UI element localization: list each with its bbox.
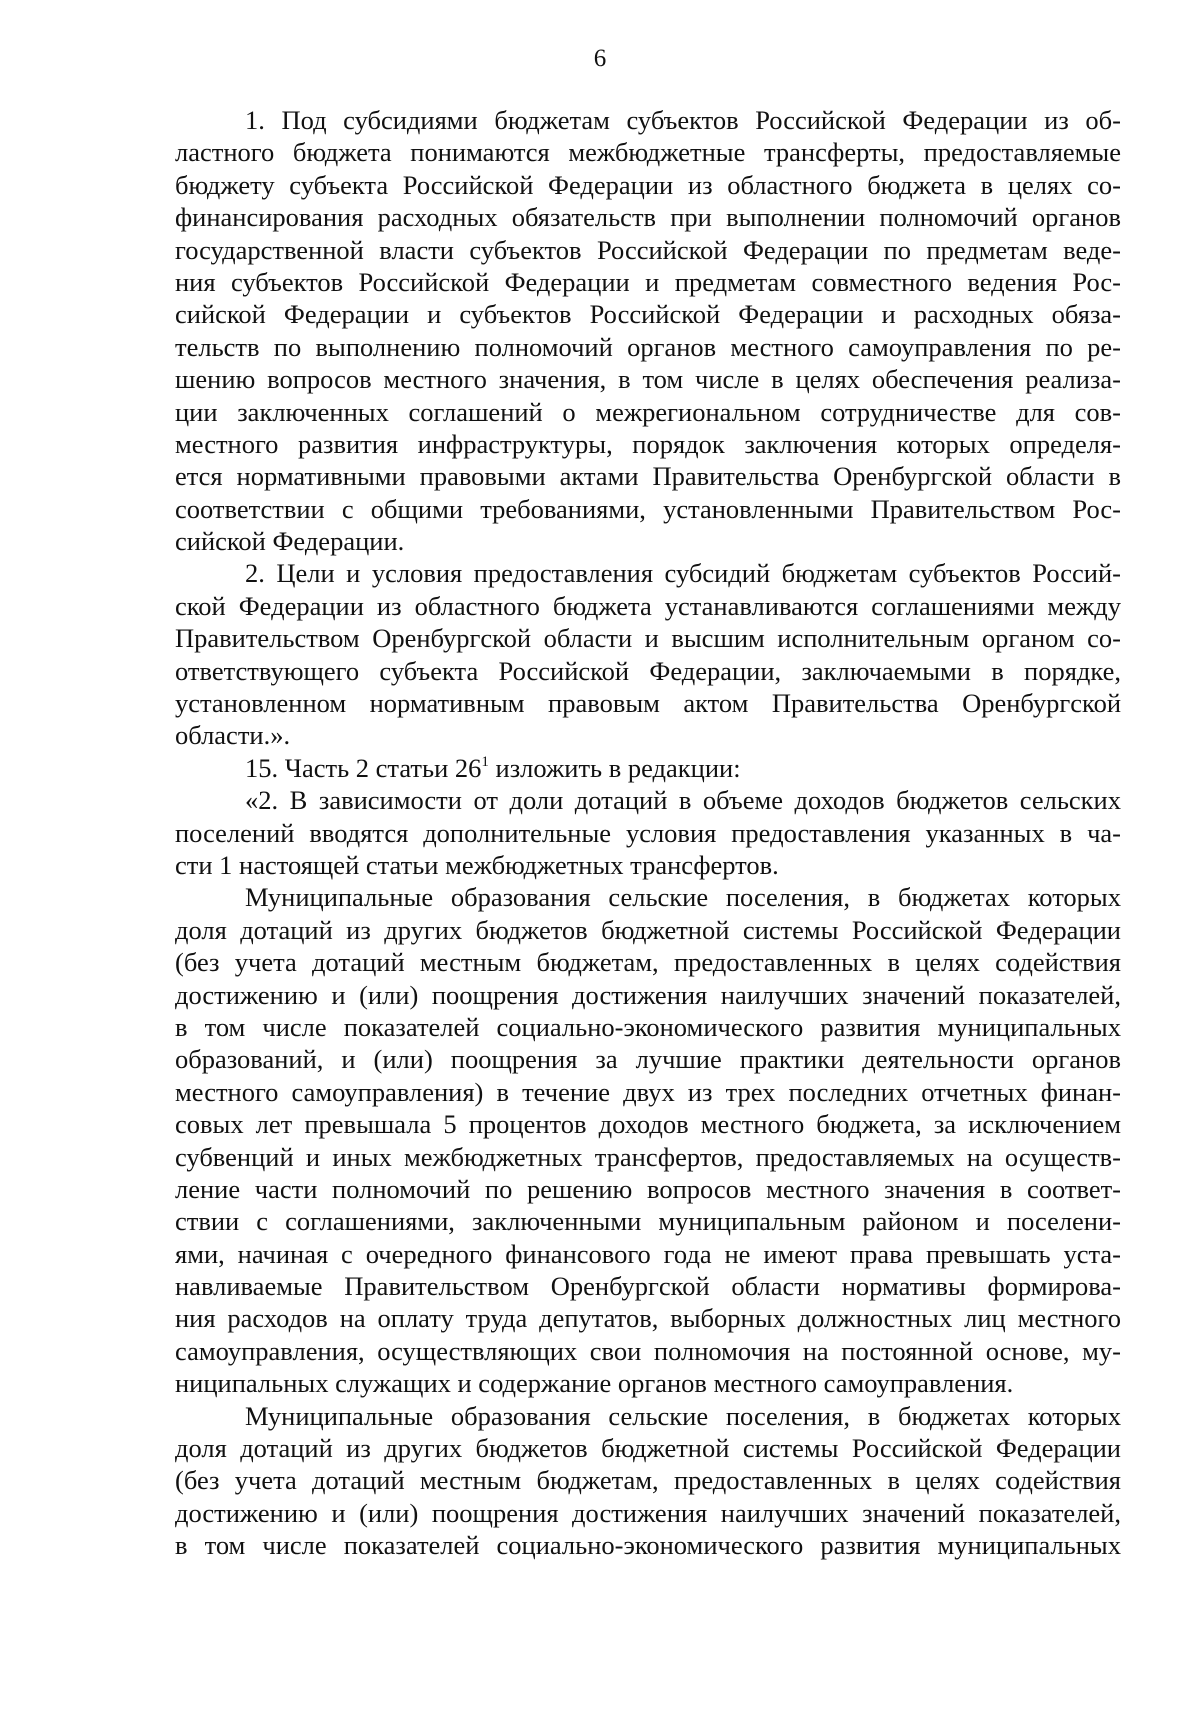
text-line — [175, 1205, 1121, 1237]
line-text: ется нормативными правовыми актами Правительства Оренбургской области в — [175, 461, 1121, 492]
text-line — [175, 104, 1121, 136]
line-text: местного развития инфраструктуры, порядок заключения которых определя- — [175, 428, 1121, 459]
text-line — [175, 1108, 1121, 1140]
line-text: шению вопросов местного значения, в том числе в целях обеспечения реализа- — [175, 364, 1121, 395]
line-text: сийской Федерации. — [175, 526, 405, 557]
superscript: 1 — [481, 753, 489, 770]
text-line — [175, 201, 1121, 233]
text-line — [175, 1141, 1121, 1173]
text-line — [175, 428, 1121, 460]
text-line — [175, 914, 1121, 946]
line-text: сийской Федерации и субъектов Российской Федерации и расходных обяза- — [175, 299, 1121, 330]
text-line — [175, 493, 1121, 525]
line-text: ластного бюджета понимаются межбюджетные трансферты, предоставляемые — [175, 137, 1121, 168]
line-text: сти 1 настоящей статьи межбюджетных трансфертов. — [175, 849, 779, 880]
text-line — [175, 817, 1121, 849]
text-line — [175, 136, 1121, 168]
line-text: ление части полномочий по решению вопросов местного значения в соответ- — [175, 1173, 1121, 1204]
line-text: ответствующего субъекта Российской Федерации, заключаемыми в порядке, — [175, 655, 1121, 686]
line-text: соответствии с общими требованиями, установленными Правительством Рос- — [175, 493, 1121, 524]
text-line — [175, 298, 1121, 330]
text-line — [175, 979, 1121, 1011]
line-text: Муниципальные образования сельские поселения, в бюджетах которых — [245, 1400, 1121, 1431]
line-text: (без учета дотаций местным бюджетам, предоставленных в целях содействия — [175, 947, 1121, 978]
line-text: (без учета дотаций местным бюджетам, предоставленных в целях содействия — [175, 1465, 1121, 1496]
line-text: достижению и (или) поощрения достижения наилучших значений показателей, — [175, 979, 1121, 1010]
text-line — [175, 655, 1121, 687]
text-line — [175, 1270, 1121, 1302]
text-line — [175, 946, 1121, 978]
line-text: 15. Часть 2 статьи 26 — [245, 752, 482, 783]
line-text: государственной власти субъектов Российской Федерации по предметам веде- — [175, 234, 1121, 265]
line-text: ции заключенных соглашений о межрегиональном сотрудничестве для сов- — [175, 396, 1121, 427]
line-text: в том числе показателей социально-экономического развития муниципальных — [175, 1530, 1121, 1561]
line-text: совых лет превышала 5 процентов доходов местного бюджета, за исключением — [175, 1109, 1121, 1140]
text-line — [175, 1432, 1121, 1464]
line-text: 2. Цели и условия предоставления субсидий бюджетам субъектов Россий- — [245, 558, 1121, 589]
line-text: финансирования расходных обязательств при выполнении полномочий органов — [175, 202, 1121, 233]
line-text: в том числе показателей социально-экономического развития муниципальных — [175, 1011, 1121, 1042]
line-text: области.». — [175, 720, 291, 751]
text-line — [175, 784, 1121, 816]
text-line — [175, 1335, 1121, 1367]
line-text: поселений вводятся дополнительные условия предоставления указанных в ча- — [175, 817, 1121, 848]
line-text: тельств по выполнению полномочий органов местного самоуправления по ре- — [175, 331, 1121, 362]
line-text: субвенций и иных межбюджетных трансфертов, предоставляемых на осуществ- — [175, 1141, 1121, 1172]
line-text: ями, начиная с очередного финансового года не имеют права превышать уста- — [175, 1238, 1121, 1269]
text-line — [175, 1011, 1121, 1043]
text-line — [175, 1043, 1121, 1075]
line-text: 1. Под субсидиями бюджетам субъектов Российской Федерации из об- — [245, 105, 1121, 135]
line-text: образований, и (или) поощрения за лучшие практики деятельности органов — [175, 1044, 1121, 1075]
line-text-continued: изложить в редакции: — [488, 752, 741, 783]
text-line — [175, 719, 1121, 751]
line-text: Правительством Оренбургской области и высшим исполнительным органом со- — [175, 623, 1121, 654]
text-line — [175, 396, 1121, 428]
line-text: Муниципальные образования сельские поселения, в бюджетах которых — [245, 882, 1121, 913]
text-line — [175, 1076, 1121, 1108]
text-line — [175, 1464, 1121, 1496]
line-text: самоуправления, осуществляющих свои полномочия на постоянной основе, му- — [175, 1335, 1121, 1366]
text-line — [175, 363, 1121, 395]
text-line — [175, 1302, 1121, 1334]
line-text: доля дотаций из других бюджетов бюджетной системы Российской Федерации — [175, 914, 1121, 945]
text-line — [175, 590, 1121, 622]
line-text: ской Федерации из областного бюджета устанавливаются соглашениями между — [175, 590, 1121, 621]
line-text: ниципальных служащих и содержание органов местного самоуправления. — [175, 1368, 1014, 1399]
text-line — [175, 1497, 1121, 1529]
text-line — [175, 881, 1121, 913]
line-text: бюджету субъекта Российской Федерации из областного бюджета в целях со- — [175, 169, 1121, 200]
text-line — [175, 460, 1121, 492]
text-line — [175, 557, 1121, 589]
line-text: установленном нормативным правовым актом Правительства Оренбургской — [175, 688, 1121, 719]
line-text: навливаемые Правительством Оренбургской области нормативы формирова- — [175, 1271, 1121, 1302]
text-line — [175, 752, 1121, 784]
text-line — [175, 1529, 1121, 1561]
line-text: местного самоуправления) в течение двух из трех последних отчетных финан- — [175, 1076, 1121, 1107]
text-line — [175, 525, 1121, 557]
text-line — [175, 1367, 1121, 1399]
text-line — [175, 849, 1121, 881]
text-line — [175, 266, 1121, 298]
line-text: доля дотаций из других бюджетов бюджетной системы Российской Федерации — [175, 1433, 1121, 1464]
text-line — [175, 169, 1121, 201]
line-text: достижению и (или) поощрения достижения наилучших значений показателей, — [175, 1497, 1121, 1528]
text-line — [175, 1238, 1121, 1270]
text-line — [175, 1400, 1121, 1432]
line-text: ния субъектов Российской Федерации и предметам совместного ведения Рос- — [175, 266, 1121, 297]
page-number: 6 — [593, 45, 607, 72]
text-line — [175, 234, 1121, 266]
line-text: «2. В зависимости от доли дотаций в объеме доходов бюджетов сельских — [245, 785, 1121, 816]
line-text: ния расходов на оплату труда депутатов, выборных должностных лиц местного — [175, 1303, 1121, 1334]
line-text: ствии с соглашениями, заключенными муниципальным районом и поселени- — [175, 1206, 1121, 1237]
text-line — [175, 622, 1121, 654]
text-line — [175, 1173, 1121, 1205]
document-body — [175, 104, 1121, 1562]
text-line — [175, 331, 1121, 363]
text-line — [175, 687, 1121, 719]
